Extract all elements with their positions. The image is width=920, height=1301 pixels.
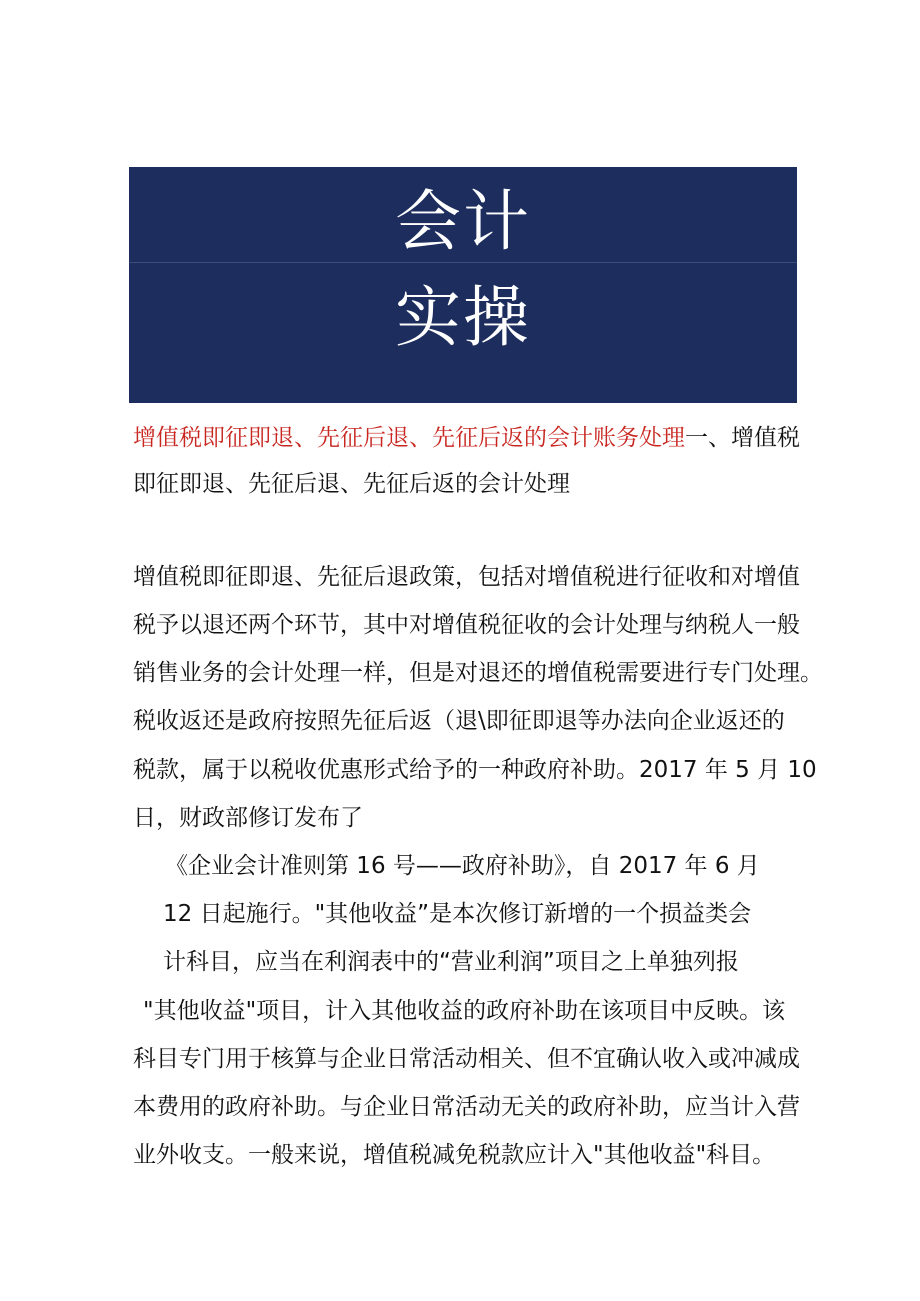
body-line: 本费用的政府补助。与企业日常活动无关的政府补助，应当计入营 — [133, 1094, 800, 1120]
body-line: 销售业务的会计处理一样，但是对退还的增值税需要进行专门处理。 — [133, 660, 823, 686]
body-line: 《企业会计准则第 16 号——政府补助》，自 2017 年 6 月 — [165, 853, 760, 879]
body-line: 科目专门用于核算与企业日常活动相关、但不宜确认收入或冲减成 — [133, 1046, 800, 1072]
body-line: 业外收支。一般来说，增值税减免税款应计入"其他收益"科目。 — [133, 1142, 776, 1168]
body-line: 税款，属于以税收优惠形式给予的一种政府补助。2017 年 5 月 10 — [133, 757, 817, 783]
article-heading — [133, 415, 813, 507]
body-line: 12 日起施行。"其他收益”是本次修订新增的一个损益类会 — [163, 901, 752, 927]
title-banner — [129, 167, 797, 403]
section-heading: 一、增值税即征即退、先征后退、先征后返的会计处理 — [133, 425, 800, 497]
article-title: 增值税即征即退、先征后退、先征后返的会计账务处理 — [133, 425, 685, 451]
banner-divider — [129, 262, 797, 263]
body-line: 增值税即征即退、先征后退政策，包括对增值税进行征收和对增值 — [133, 564, 800, 590]
body-line: 税予以退还两个环节，其中对增值税征收的会计处理与纳税人一般 — [133, 612, 800, 638]
body-line: 计科目，应当在利润表中的“营业利润”项目之上单独列报 — [163, 949, 739, 975]
body-line: 日，财政部修订发布了 — [133, 805, 363, 831]
banner-title-line-2: 实操 — [395, 279, 531, 356]
banner-title-line-1: 会计 — [395, 183, 531, 260]
body-line: "其他收益"项目，计入其他收益的政府补助在该项目中反映。该 — [143, 998, 786, 1024]
body-line: 税收返还是政府按照先征后返（退\即征即退等办法向企业返还的 — [133, 708, 785, 734]
